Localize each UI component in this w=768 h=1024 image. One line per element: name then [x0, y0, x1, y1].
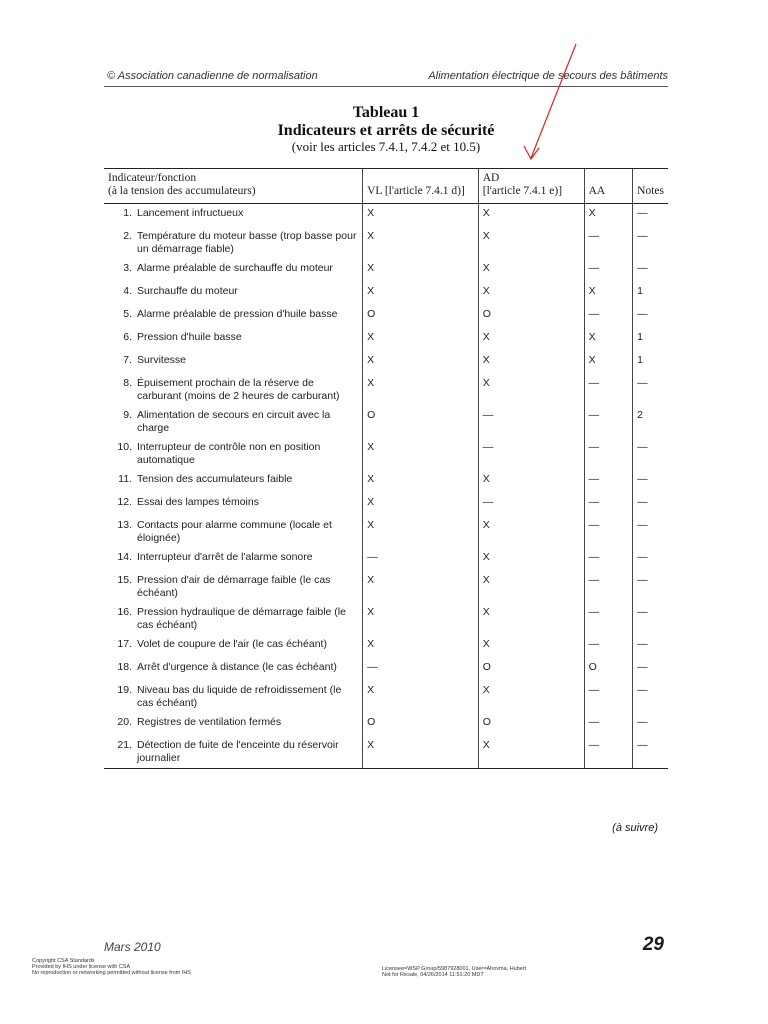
- aa-cell: —: [584, 259, 633, 282]
- row-number: 3.: [123, 261, 132, 274]
- notes-cell: —: [633, 305, 668, 328]
- notes-cell: —: [633, 470, 668, 493]
- indicator-label: Alarme préalable de surchauffe du moteur: [137, 261, 333, 274]
- row-number: 5.: [123, 307, 132, 320]
- indicator-label: Épuisement prochain de la réserve de carburant (moins de 2 heures de carburant): [137, 376, 340, 402]
- row-number: 21.: [117, 738, 132, 751]
- vl-cell: X: [363, 328, 479, 351]
- indicator-label: Interrupteur de contrôle non en position automatique: [137, 440, 321, 466]
- table-number: Tableau 1: [352, 104, 420, 121]
- vl-cell: X: [363, 227, 479, 259]
- vl-cell: X: [363, 374, 479, 406]
- ad-cell: X: [478, 259, 584, 282]
- aa-cell: —: [584, 305, 633, 328]
- row-number: 14.: [117, 550, 132, 563]
- indicator-label: Alarme préalable de pression d'huile basse: [137, 307, 338, 320]
- ad-cell: X: [478, 736, 584, 769]
- page-number: 29: [642, 934, 664, 955]
- row-number: 11.: [118, 472, 132, 485]
- vl-cell: X: [363, 204, 479, 227]
- vl-cell: X: [363, 351, 479, 374]
- indicator-label: Tension des accumulateurs faible: [137, 472, 293, 485]
- row-number: 13.: [117, 518, 132, 531]
- ad-cell: X: [478, 282, 584, 305]
- aa-cell: X: [584, 282, 633, 305]
- notes-cell: 1: [633, 328, 668, 351]
- row-number: 15.: [117, 573, 132, 586]
- vl-cell: X: [363, 681, 479, 713]
- notes-cell: —: [633, 713, 668, 736]
- notes-cell: 1: [633, 282, 668, 305]
- ad-cell: —: [478, 438, 584, 470]
- vl-cell: O: [363, 713, 479, 736]
- ad-cell: X: [478, 603, 584, 635]
- notes-cell: —: [633, 374, 668, 406]
- vl-cell: X: [363, 516, 479, 548]
- aa-cell: —: [584, 736, 633, 769]
- ad-cell: X: [478, 328, 584, 351]
- row-number: 19.: [117, 683, 132, 696]
- notes-cell: 2: [633, 406, 668, 438]
- vl-cell: X: [363, 259, 479, 282]
- aa-cell: X: [584, 204, 633, 227]
- aa-cell: O: [584, 658, 633, 681]
- ad-cell: X: [478, 204, 584, 227]
- indicator-label: Température du moteur basse (trop basse pour un démarrage fiable): [137, 229, 357, 255]
- notes-cell: 1: [633, 351, 668, 374]
- copyright-line: Copyright CSA Standards: [32, 958, 95, 964]
- aa-cell: —: [584, 516, 633, 548]
- header-ad-line2: [l'article 7.4.1 e)]: [482, 185, 563, 197]
- aa-cell: —: [584, 713, 633, 736]
- copyright-line: Provided by IHS under license with CSA: [32, 964, 131, 970]
- indicator-label: Alimentation de secours en circuit avec la charge: [137, 408, 331, 434]
- header-document-title: Alimentation électrique de secours des bâtiments: [428, 70, 668, 82]
- indicator-label: Pression hydraulique de démarrage faible (le cas échéant): [137, 605, 346, 631]
- ad-cell: X: [478, 374, 584, 406]
- indicator-label: Interrupteur d'arrêt de l'alarme sonore: [137, 550, 313, 563]
- notes-cell: —: [633, 603, 668, 635]
- continued-note: (à suivre): [612, 822, 658, 834]
- aa-cell: —: [584, 548, 633, 571]
- table-title: Indicateurs et arrêts de sécurité: [277, 122, 495, 139]
- indicator-label: Pression d'air de démarrage faible (le cas échéant): [137, 573, 331, 599]
- header-indicator-line1: Indicateur/fonction: [108, 172, 197, 184]
- ad-cell: X: [478, 548, 584, 571]
- copyright-line: No reproduction or networking permitted without license from IHS: [32, 970, 191, 976]
- aa-cell: X: [584, 328, 633, 351]
- notes-cell: —: [633, 516, 668, 548]
- notes-cell: —: [633, 548, 668, 571]
- header-notes: Notes: [633, 169, 668, 204]
- vl-cell: X: [363, 438, 479, 470]
- ad-cell: X: [478, 635, 584, 658]
- indicator-label: Surchauffe du moteur: [137, 284, 238, 297]
- ad-cell: X: [478, 571, 584, 603]
- ad-cell: O: [478, 658, 584, 681]
- row-number: 16.: [117, 605, 132, 618]
- aa-cell: —: [584, 635, 633, 658]
- header-aa: AA: [584, 169, 633, 204]
- header-vl: VL [l'article 7.4.1 d)]: [363, 169, 479, 204]
- license-line: Not for Resale, 04/26/2014 11:51:20 MDT: [382, 972, 484, 978]
- vl-cell: —: [363, 658, 479, 681]
- ad-cell: O: [478, 305, 584, 328]
- aa-cell: —: [584, 681, 633, 713]
- notes-cell: —: [633, 493, 668, 516]
- notes-cell: —: [633, 658, 668, 681]
- row-number: 1.: [123, 207, 132, 219]
- ad-cell: X: [478, 351, 584, 374]
- ad-cell: X: [478, 470, 584, 493]
- ad-cell: —: [478, 493, 584, 516]
- indicator-label: Essai des lampes témoins: [137, 495, 259, 508]
- notes-cell: —: [633, 571, 668, 603]
- notes-cell: —: [633, 227, 668, 259]
- row-number: 20.: [117, 715, 132, 728]
- row-number: 8.: [123, 376, 132, 389]
- indicator-label: Contacts pour alarme commune (locale et éloignée): [137, 518, 332, 544]
- notes-cell: —: [633, 635, 668, 658]
- ad-cell: X: [478, 681, 584, 713]
- indicator-label: Lancement infructueux: [137, 207, 244, 219]
- aa-cell: —: [584, 374, 633, 406]
- aa-cell: —: [584, 493, 633, 516]
- vl-cell: X: [363, 736, 479, 769]
- aa-cell: —: [584, 406, 633, 438]
- row-number: 10.: [117, 440, 132, 453]
- indicator-label: Pression d'huile basse: [137, 330, 242, 343]
- row-number: 7.: [123, 353, 132, 366]
- row-number: 4.: [123, 284, 132, 297]
- row-number: 12.: [117, 495, 132, 508]
- indicator-label: Volet de coupure de l'air (le cas échéant): [137, 637, 327, 650]
- notes-cell: —: [633, 681, 668, 713]
- aa-cell: —: [584, 470, 633, 493]
- vl-cell: X: [363, 571, 479, 603]
- indicator-label: Arrêt d'urgence à distance (le cas échéant): [137, 660, 337, 673]
- vl-cell: X: [363, 603, 479, 635]
- indicator-label: Registres de ventilation fermés: [137, 715, 282, 728]
- aa-cell: —: [584, 603, 633, 635]
- notes-cell: —: [633, 438, 668, 470]
- license-line: Licensee=WSP Group/5987928001, User=Ahovma, Hubert: [382, 966, 527, 972]
- notes-cell: —: [633, 204, 668, 227]
- vl-cell: X: [363, 635, 479, 658]
- vl-cell: X: [363, 470, 479, 493]
- ad-cell: X: [478, 227, 584, 259]
- aa-cell: X: [584, 351, 633, 374]
- indicator-label: Niveau bas du liquide de refroidissement (le cas échéant): [137, 683, 342, 709]
- vl-cell: O: [363, 406, 479, 438]
- header-indicator-line2: (à la tension des accumulateurs): [108, 185, 256, 197]
- ad-cell: O: [478, 713, 584, 736]
- row-number: 6.: [123, 330, 132, 343]
- indicator-label: Détection de fuite de l'enceinte du réservoir journalier: [137, 738, 339, 764]
- aa-cell: —: [584, 438, 633, 470]
- vl-cell: X: [363, 493, 479, 516]
- row-number: 9.: [123, 408, 132, 421]
- ad-cell: —: [478, 406, 584, 438]
- indicator-label: Survitesse: [137, 353, 187, 366]
- row-number: 2.: [123, 229, 132, 242]
- ad-cell: X: [478, 516, 584, 548]
- notes-cell: —: [633, 259, 668, 282]
- row-number: 18.: [117, 660, 132, 673]
- footer-date: Mars 2010: [104, 940, 161, 954]
- vl-cell: O: [363, 305, 479, 328]
- table-reference: (voir les articles 7.4.1, 7.4.2 et 10.5): [291, 139, 481, 154]
- notes-cell: —: [633, 736, 668, 769]
- vl-cell: X: [363, 282, 479, 305]
- header-ad-line1: AD: [482, 172, 500, 184]
- aa-cell: —: [584, 227, 633, 259]
- header-publisher: © Association canadienne de normalisation: [107, 70, 318, 82]
- aa-cell: —: [584, 571, 633, 603]
- vl-cell: —: [363, 548, 479, 571]
- arrow-shaft: [531, 44, 576, 158]
- row-number: 17.: [117, 637, 132, 650]
